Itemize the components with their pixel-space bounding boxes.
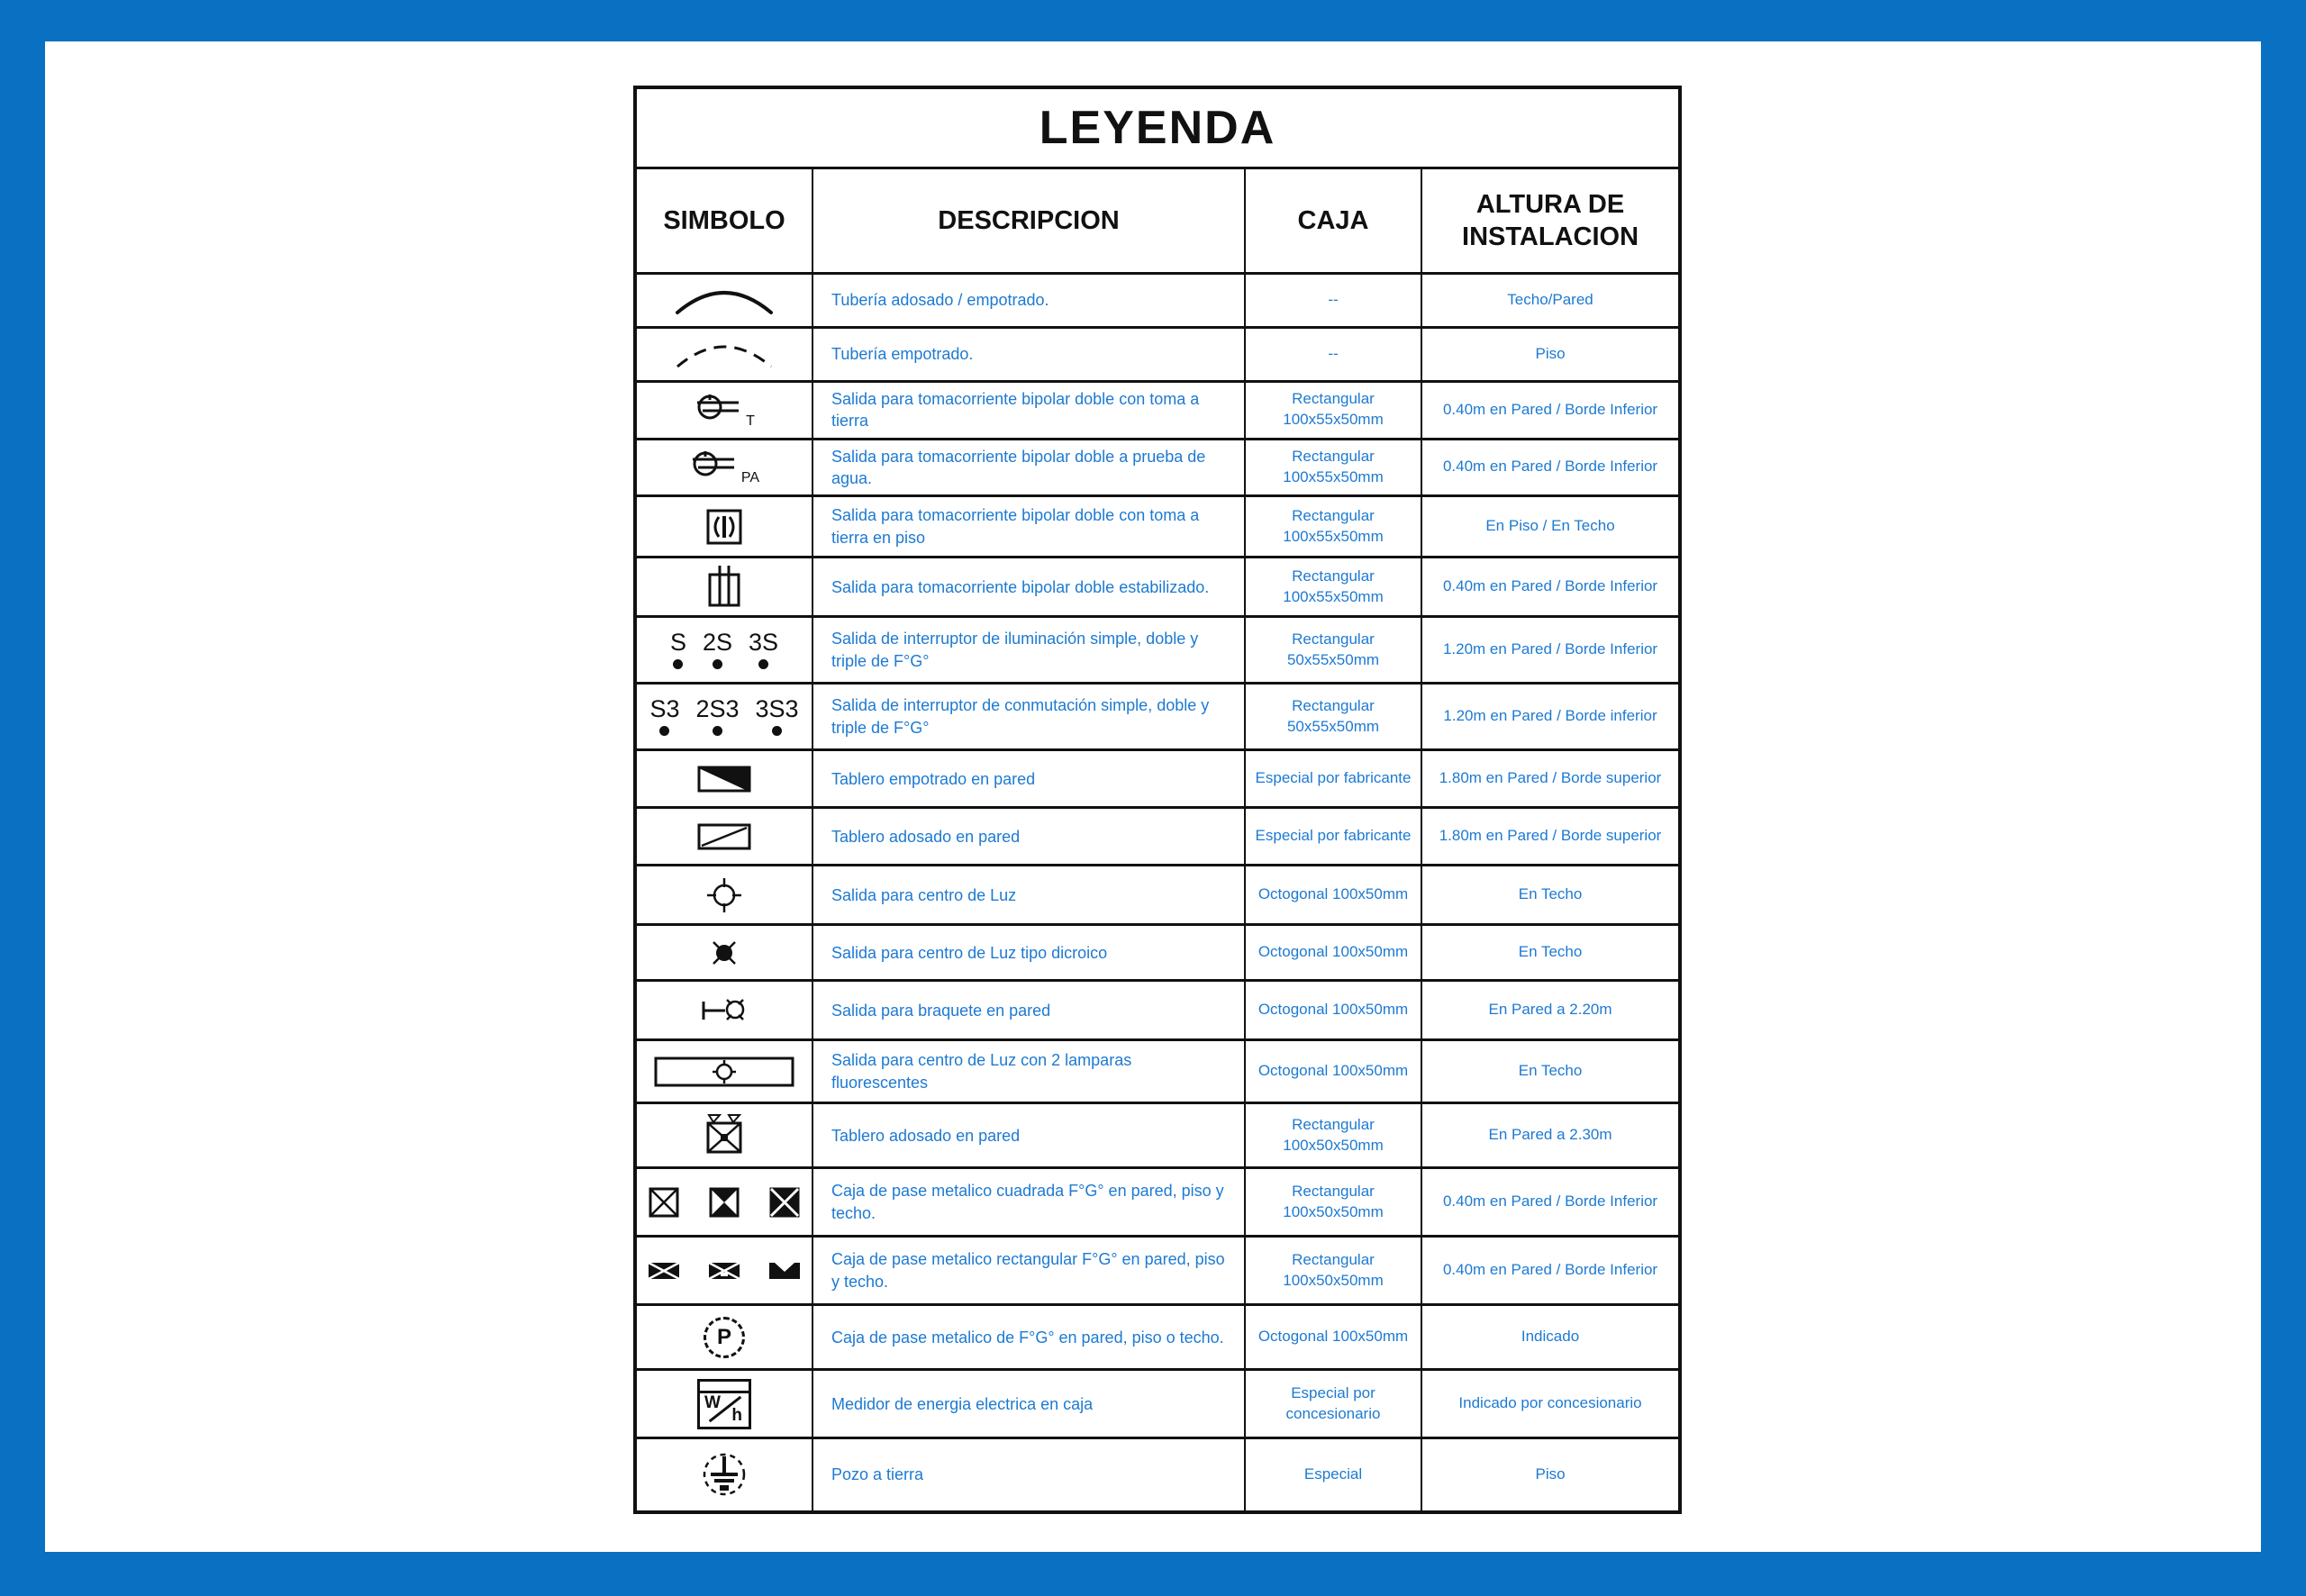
switch-dot-icon [673, 659, 683, 669]
altura-cell: En Piso / En Techo [1421, 496, 1680, 558]
caja-cell: Especial por concesionario [1245, 1370, 1421, 1438]
caja-cell: -- [1245, 328, 1421, 382]
altura-cell: 1.20m en Pared / Borde Inferior [1421, 617, 1680, 684]
caja-cell: Octogonal 100x50mm [1245, 925, 1421, 981]
caja-cell: Rectangular 100x55x50mm [1245, 496, 1421, 558]
junction-rect-icon [767, 1261, 802, 1281]
symbol-cell [635, 925, 813, 981]
caja-cell: Especial [1245, 1438, 1421, 1512]
symbol-cell [635, 1370, 813, 1438]
altura-cell: Indicado por concesionario [1421, 1370, 1680, 1438]
table-row [635, 617, 1680, 684]
ground-well-icon [701, 1449, 748, 1500]
meter-top-strip [700, 1382, 749, 1393]
caja-cell: Rectangular 100x55x50mm [1245, 382, 1421, 440]
symbol-cell [635, 1103, 813, 1168]
pull-box-letter: P [716, 1324, 731, 1349]
legend-table [633, 86, 1682, 1514]
floor-outlet-icon [704, 506, 745, 548]
altura-cell: En Techo [1421, 925, 1680, 981]
switch-dot-icon [758, 659, 768, 669]
altura-cell: En Techo [1421, 866, 1680, 925]
caja-cell: Octogonal 100x50mm [1245, 1305, 1421, 1370]
altura-cell: Piso [1421, 328, 1680, 382]
panel-surface-icon [695, 820, 754, 854]
description-cell: Tablero adosado en pared [813, 1103, 1245, 1168]
caja-cell: Especial por fabricante [1245, 750, 1421, 808]
switch-dot-icon [713, 659, 722, 669]
description-cell: Salida para tomacorriente bipolar doble con toma a tierra [813, 382, 1245, 440]
symbol-cell [635, 328, 813, 382]
energy-meter-icon [697, 1379, 751, 1429]
symbol-cell [635, 1438, 813, 1512]
dichroic-light-icon [706, 935, 742, 971]
caja-cell: Rectangular 100x50x50mm [1245, 1168, 1421, 1237]
pull-box-icon [704, 1317, 745, 1358]
switch-dot-icon [772, 726, 782, 736]
switch-label: 3S3 [755, 695, 799, 723]
description-cell: Salida para tomacorriente bipolar doble a prueba de agua. [813, 439, 1245, 496]
symbol-cell [635, 1168, 813, 1237]
symbol-cell [635, 439, 813, 496]
table-row [635, 439, 1680, 496]
fluorescent-light-icon [652, 1053, 796, 1091]
table-row [635, 684, 1680, 750]
ceiling-light-icon [703, 874, 746, 917]
symbol-cell [635, 808, 813, 866]
table-row [635, 808, 1680, 866]
description-cell: Tablero empotrado en pared [813, 750, 1245, 808]
switch-dot-icon [659, 726, 669, 736]
altura-cell: 0.40m en Pared / Borde Inferior [1421, 558, 1680, 617]
description-cell: Salida para centro de Luz tipo dicroico [813, 925, 1245, 981]
duplex-outlet-grounded-icon [694, 392, 744, 424]
surface-panel-box-icon [701, 1112, 748, 1159]
caja-cell: Octogonal 100x50mm [1245, 1040, 1421, 1103]
symbol-cell [635, 382, 813, 440]
description-cell: Salida de interruptor de iluminación simple, doble y triple de F°G° [813, 617, 1245, 684]
altura-cell: 0.40m en Pared / Borde Inferior [1421, 1168, 1680, 1237]
title-row [635, 87, 1680, 168]
stabilized-outlet-icon [704, 564, 745, 611]
symbol-cell [635, 558, 813, 617]
wall-bracket-light-icon [696, 993, 752, 1029]
table-row [635, 1438, 1680, 1512]
altura-cell: En Pared a 2.30m [1421, 1103, 1680, 1168]
caja-cell: Rectangular 100x55x50mm [1245, 558, 1421, 617]
caja-cell: Rectangular 100x50x50mm [1245, 1103, 1421, 1168]
altura-cell: 1.80m en Pared / Borde superior [1421, 808, 1680, 866]
caja-cell: Rectangular 50x55x50mm [1245, 617, 1421, 684]
col-header-altura: ALTURA DE INSTALACION [1421, 168, 1680, 274]
table-row [635, 750, 1680, 808]
table-row [635, 328, 1680, 382]
table-row [635, 1305, 1680, 1370]
description-cell: Salida para centro de Luz [813, 866, 1245, 925]
junction-square-empty-icon [648, 1186, 680, 1219]
caja-cell: Rectangular 100x55x50mm [1245, 439, 1421, 496]
symbol-cell [635, 981, 813, 1040]
switch-label: S [669, 629, 686, 657]
caja-cell: Rectangular 50x55x50mm [1245, 684, 1421, 750]
caja-cell: Rectangular 100x50x50mm [1245, 1237, 1421, 1305]
caja-cell: -- [1245, 274, 1421, 328]
altura-cell: Piso [1421, 1438, 1680, 1512]
table-row [635, 1040, 1680, 1103]
meter-letter-w: W [704, 1392, 721, 1412]
panel-flush-icon [695, 762, 754, 796]
altura-cell: 0.40m en Pared / Borde Inferior [1421, 382, 1680, 440]
altura-cell: 1.20m en Pared / Borde inferior [1421, 684, 1680, 750]
description-cell: Tablero adosado en pared [813, 808, 1245, 866]
symbol-cell [635, 274, 813, 328]
description-cell: Tubería adosado / empotrado. [813, 274, 1245, 328]
col-header-simbolo: SIMBOLO [635, 168, 813, 274]
altura-cell: 0.40m en Pared / Borde Inferior [1421, 439, 1680, 496]
description-cell: Salida de interruptor de conmutación simple, doble y triple de F°G° [813, 684, 1245, 750]
symbol-cell [635, 1305, 813, 1370]
solid-arc-icon [670, 284, 778, 318]
sheet-page [45, 41, 2261, 1552]
meter-letter-h: h [731, 1405, 742, 1425]
table-row [635, 382, 1680, 440]
header-row [635, 168, 1680, 274]
symbol-cell [635, 684, 813, 750]
duplex-outlet-waterproof-icon [689, 449, 740, 481]
table-row [635, 558, 1680, 617]
table-row [635, 1168, 1680, 1237]
description-cell: Caja de pase metalico cuadrada F°G° en pared, piso y techo. [813, 1168, 1245, 1237]
symbol-cell [635, 496, 813, 558]
switch-label: 3S [749, 629, 779, 657]
symbol-cell [635, 1040, 813, 1103]
description-cell: Salida para tomacorriente bipolar doble estabilizado. [813, 558, 1245, 617]
table-row [635, 1103, 1680, 1168]
table-row [635, 925, 1680, 981]
switch-label: 2S [702, 629, 732, 657]
switch-three-way-icon [638, 697, 811, 736]
symbol-cell [635, 617, 813, 684]
caja-cell: Octogonal 100x50mm [1245, 866, 1421, 925]
table-row [635, 1237, 1680, 1305]
junction-square-bowtie-icon [708, 1186, 740, 1219]
junction-rect-icon [707, 1261, 741, 1281]
switch-dot-icon [713, 726, 722, 736]
description-cell: Salida para tomacorriente bipolar doble con toma a tierra en piso [813, 496, 1245, 558]
description-cell: Caja de pase metalico de F°G° en pared, piso o techo. [813, 1305, 1245, 1370]
altura-cell: En Techo [1421, 1040, 1680, 1103]
altura-cell: Techo/Pared [1421, 274, 1680, 328]
table-row [635, 981, 1680, 1040]
caja-cell: Octogonal 100x50mm [1245, 981, 1421, 1040]
col-header-caja: CAJA [1245, 168, 1421, 274]
description-cell: Tubería empotrado. [813, 328, 1245, 382]
table-row [635, 1370, 1680, 1438]
table-row [635, 274, 1680, 328]
switch-label: S3 [649, 695, 680, 723]
table-row [635, 866, 1680, 925]
symbol-cell [635, 1237, 813, 1305]
symbol-cell [635, 866, 813, 925]
description-cell: Salida para centro de Luz con 2 lamparas fluorescentes [813, 1040, 1245, 1103]
col-header-descripcion: DESCRIPCION [813, 168, 1245, 274]
page-title: LEYENDA [635, 87, 1680, 168]
description-cell: Medidor de energia electrica en caja [813, 1370, 1245, 1438]
altura-cell: En Pared a 2.20m [1421, 981, 1680, 1040]
altura-cell: 0.40m en Pared / Borde Inferior [1421, 1237, 1680, 1305]
junction-square-filled-icon [768, 1186, 801, 1219]
switch-lighting-icon [638, 630, 811, 669]
junction-rect-icon [647, 1261, 681, 1281]
table-row [635, 496, 1680, 558]
description-cell: Pozo a tierra [813, 1438, 1245, 1512]
dashed-arc-icon [670, 338, 778, 372]
altura-cell: 1.80m en Pared / Borde superior [1421, 750, 1680, 808]
altura-cell: Indicado [1421, 1305, 1680, 1370]
symbol-subscript: T [746, 413, 755, 429]
description-cell: Salida para braquete en pared [813, 981, 1245, 1040]
description-cell: Caja de pase metalico rectangular F°G° en pared, piso y techo. [813, 1237, 1245, 1305]
junction-box-square-icon [638, 1186, 811, 1219]
switch-label: 2S3 [695, 695, 740, 723]
caja-cell: Especial por fabricante [1245, 808, 1421, 866]
junction-box-rect-icon [638, 1261, 811, 1281]
symbol-subscript: PA [740, 470, 760, 486]
symbol-cell [635, 750, 813, 808]
